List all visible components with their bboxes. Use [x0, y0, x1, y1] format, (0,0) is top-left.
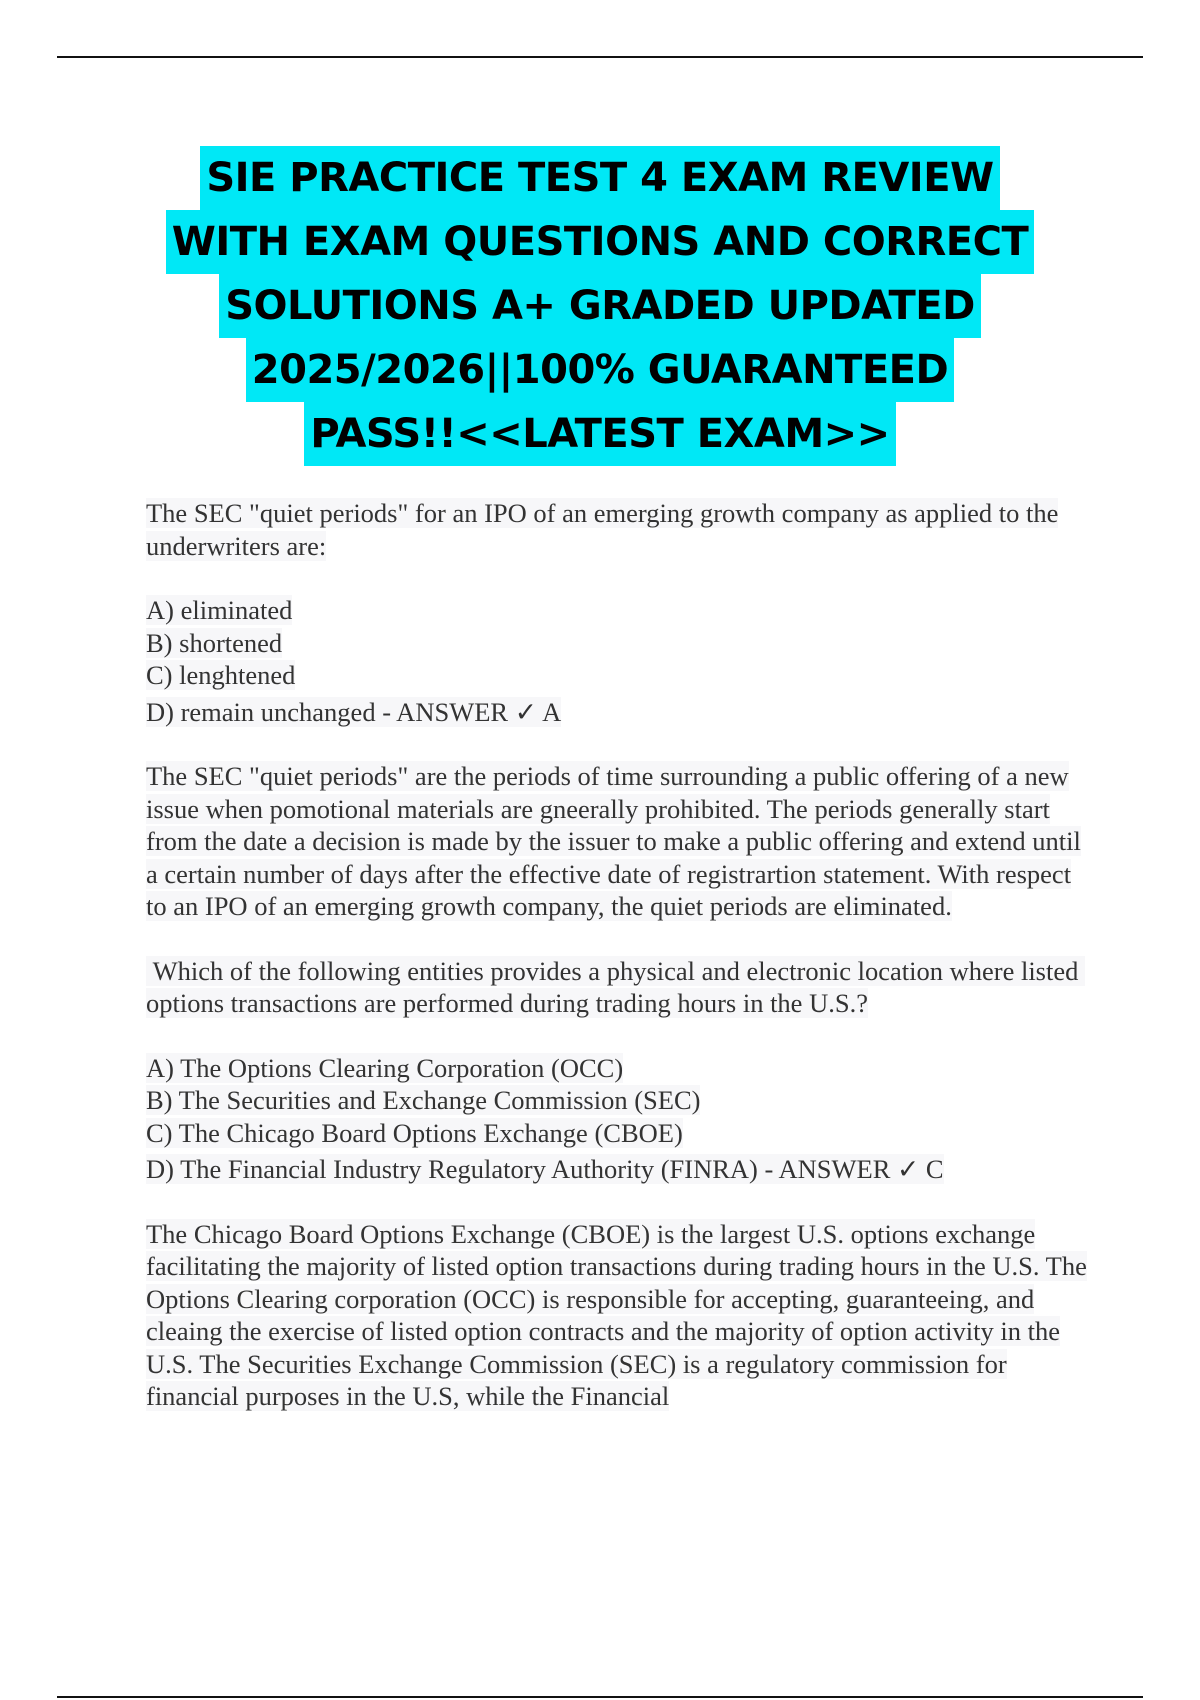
question-1-option: C) lenghtened — [146, 660, 296, 690]
question-2-answer: D) The Financial Industry Regulatory Authority (FINRA) - ANSWER ✓ C — [146, 1154, 944, 1184]
question-2-explanation: The Chicago Board Options Exchange (CBOE) is the largest U.S. options exchange facilitating the majority of listed option transactions during trading hours in the U.S. The Options Clearing corporation (OCC) is responsible for accepting, guaranteeing, and cleaing the exercise of listed option contracts and the majority of option activity in the U.S. The Securities Exchange Commission (SEC) is a regulatory commission for financial purposes in the U.S, while the Financial — [146, 1218, 1087, 1411]
question-2-option: B) The Securities and Exchange Commission (SEC) — [146, 1085, 701, 1115]
question-1-option: B) shortened — [146, 627, 283, 658]
question-1-explanation: The SEC "quiet periods" are the periods of time surrounding a public offering of a new issue when pomotional materials are gneerally prohibited. The periods generally start from the date a decision is made by the issuer to make a public offering and extend until a certain number of days after the effective date of registrartion statement. With respect to an IPO of an emerging growth company, the quiet periods are eliminated. — [146, 761, 1081, 921]
title-line: SIE PRACTICE TEST 4 EXAM REVIEW — [200, 146, 999, 210]
question-2: Which of the following entities provides a physical and electronic location where listed options transactions are performed during trading hours in the U.S.? — [146, 955, 1085, 1018]
title-line: 2025/2026||100% GUARANTEED — [246, 338, 954, 402]
title-line: PASS!!<<LATEST EXAM>> — [304, 402, 895, 466]
question-1-answer: D) remain unchanged - ANSWER ✓ A — [146, 696, 562, 727]
question-1: The SEC "quiet periods" for an IPO of an emerging growth company as applied to the underwriters are: — [146, 498, 1059, 561]
top-rule — [57, 56, 1143, 58]
document-body — [146, 497, 1096, 1413]
document-title — [90, 146, 1110, 466]
bottom-rule — [57, 1696, 1143, 1698]
title-line: SOLUTIONS A+ GRADED UPDATED — [219, 274, 981, 338]
question-2-option: A) The Options Clearing Corporation (OCC) — [146, 1052, 624, 1083]
question-2-option: C) The Chicago Board Options Exchange (CBOE) — [146, 1117, 683, 1148]
title-line: WITH EXAM QUESTIONS AND CORRECT — [166, 210, 1035, 274]
question-1-option: A) eliminated — [146, 595, 293, 625]
